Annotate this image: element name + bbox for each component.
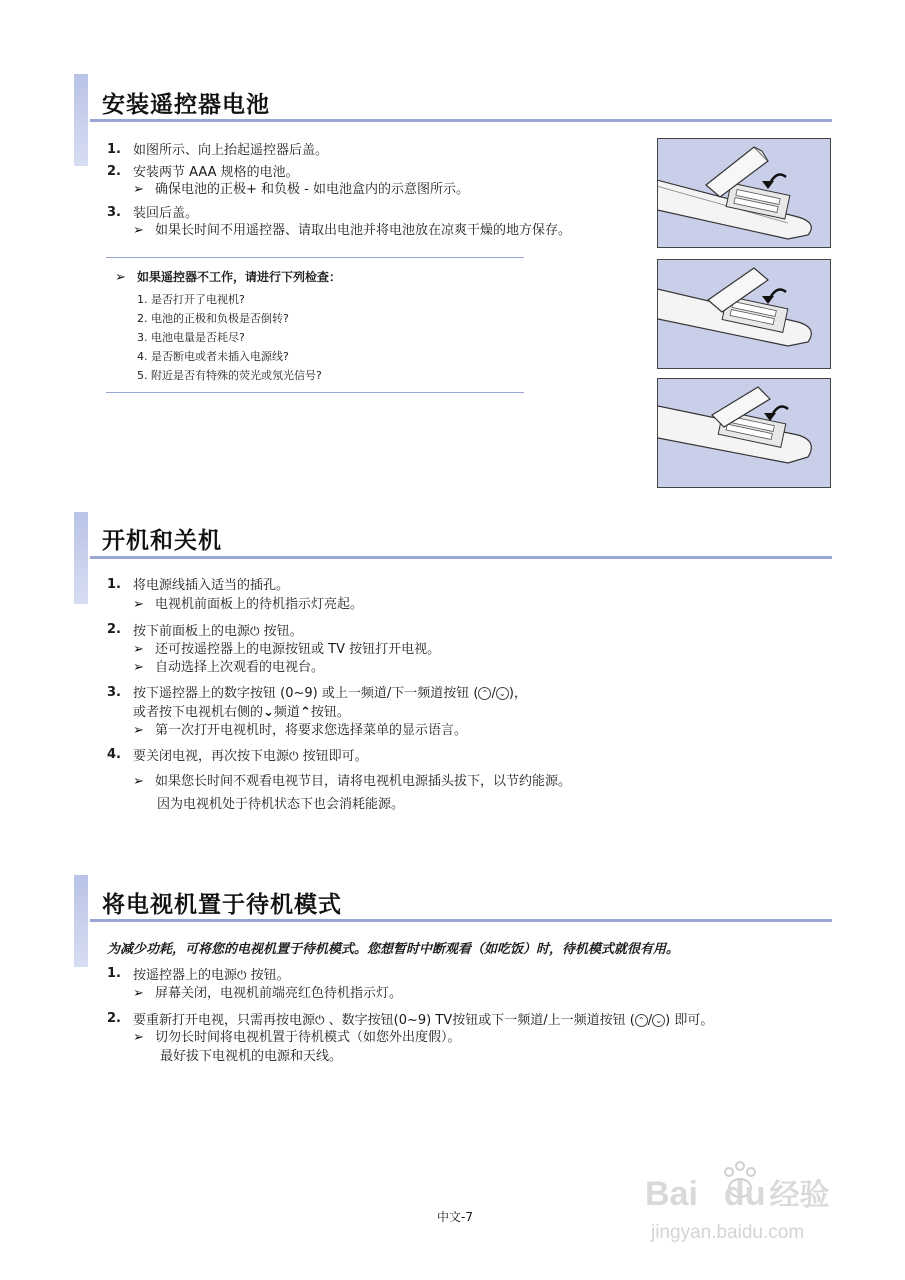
step-text: 要关闭电视，再次按下电源⏻ 按钮即可。 <box>133 749 368 764</box>
check-title: ➢ 如果遥控器不工作，请进行下列检查： <box>115 270 342 285</box>
step-text: 将电源线插入适当的插孔。 <box>133 578 290 593</box>
check-item: 4. 是否断电或者未插入电源线? <box>137 350 289 363</box>
step-note: ➢ 切勿长时间将电视机置于待机模式（如您外出度假）。 <box>133 1030 461 1045</box>
step-text: 如图所示、向上抬起遥控器后盖。 <box>133 143 329 158</box>
section-marker <box>74 74 88 166</box>
section-title-battery: 安装遥控器电池 <box>102 92 270 118</box>
arrow-icon: ➢ <box>133 223 144 238</box>
step-note: ➢ 还可按遥控器上的电源按钮或 TV 按钮打开电视。 <box>133 642 441 657</box>
section-title-power: 开机和关机 <box>102 528 222 554</box>
channel-up-icon: ⌃ <box>635 1014 648 1027</box>
watermark-brand: Bai du 经验 <box>645 1175 830 1213</box>
arrow-icon: ➢ <box>133 774 144 789</box>
step-note <box>133 181 469 199</box>
step-note: ➢ 屏幕关闭，电视机前端亮红色待机指示灯。 <box>133 986 403 1001</box>
step-number: 2. <box>107 164 121 179</box>
power-icon: ⏻ <box>289 749 299 763</box>
check-item: 2. 电池的正极和负极是否倒转? <box>137 312 289 325</box>
final-note: ➢ 如果您长时间不观看电视节目，请将电视机电源插头拔下，以节约能源。 <box>133 774 572 789</box>
step-note: ➢ 自动选择上次观看的电视台。 <box>133 660 325 675</box>
chevron-down-icon: ⌄ <box>263 705 274 720</box>
arrow-icon: ➢ <box>133 723 144 738</box>
step-number: 1. <box>107 142 121 157</box>
divider <box>106 392 524 393</box>
step-text: 安装两节 AAA 规格的电池。 <box>133 165 299 180</box>
check-item: 5. 附近是否有特殊的荧光或氖光信号? <box>137 369 322 382</box>
arrow-icon: ➢ <box>133 182 144 197</box>
page-number: 中文-7 <box>437 1210 473 1224</box>
step-text: 装回后盖。 <box>133 206 199 221</box>
section-marker <box>74 512 88 604</box>
section-rule <box>90 919 832 922</box>
step-note-line2: 最好拔下电视机的电源和天线。 <box>160 1049 343 1064</box>
section-marker <box>74 875 88 967</box>
section-title-standby: 将电视机置于待机模式 <box>102 892 342 918</box>
channel-up-icon: ⌃ <box>478 687 491 700</box>
remote-battery-illustration <box>657 259 831 369</box>
divider <box>106 257 524 258</box>
step-note: ➢ 电视机前面板上的待机指示灯亮起。 <box>133 597 364 612</box>
power-icon: ⏻ <box>250 624 260 638</box>
note-text: 确保电池的正极+ 和负极 - 如电池盒内的示意图所示。 <box>155 182 469 197</box>
baidu-watermark <box>645 1150 865 1260</box>
power-icon: ⏻ <box>237 968 247 982</box>
step-number: 1. <box>107 966 121 981</box>
remote-battery-illustration <box>657 138 831 248</box>
remote-battery-illustration <box>657 378 831 488</box>
section-rule <box>90 556 832 559</box>
step-number: 2. <box>107 1011 121 1026</box>
step-text: 按下遥控器上的数字按钮 (0~9) 或上一频道/下一频道按钮 ( ⌃ / ⌄ )， <box>133 686 527 701</box>
channel-down-icon: ⌄ <box>496 687 509 700</box>
remote-illustration-svg <box>658 139 830 247</box>
arrow-icon: ➢ <box>133 597 144 612</box>
step-text-line2: 或者按下电视机右侧的⌄频道⌃按钮。 <box>133 705 350 720</box>
step-number: 2. <box>107 622 121 637</box>
arrow-icon: ➢ <box>133 986 144 1001</box>
section-rule <box>90 119 832 122</box>
remote-illustration-svg <box>658 379 830 487</box>
step-text: 按遥控器上的电源⏻ 按钮。 <box>133 968 290 983</box>
check-item: 1. 是否打开了电视机? <box>137 293 245 306</box>
remote-illustration-svg <box>658 260 830 368</box>
step-number: 3. <box>107 205 121 220</box>
arrow-icon: ➢ <box>115 270 126 285</box>
step-text: 按下前面板上的电源⏻ 按钮。 <box>133 624 303 639</box>
step-number: 1. <box>107 577 121 592</box>
step-note: ➢ 第一次打开电视机时，将要求您选择菜单的显示语言。 <box>133 723 468 738</box>
channel-down-icon: ⌄ <box>652 1014 665 1027</box>
chevron-up-icon: ⌃ <box>299 705 311 720</box>
arrow-icon: ➢ <box>133 1030 144 1045</box>
arrow-icon: ➢ <box>133 660 144 675</box>
check-item: 3. 电池电量是否耗尽? <box>137 331 245 344</box>
watermark-url: jingyan.baidu.com <box>651 1222 805 1243</box>
step-number: 4. <box>107 747 121 762</box>
intro-text: 为减少功耗，可将您的电视机置于待机模式。您想暂时中断观看（如吃饭）时，待机模式就很有用。 <box>107 942 680 957</box>
final-note-line2: 因为电视机处于待机状态下也会消耗能源。 <box>157 797 405 812</box>
step-number: 3. <box>107 685 121 700</box>
power-icon: ⏻ <box>315 1013 325 1027</box>
note-text: 如果长时间不用遥控器、请取出电池并将电池放在凉爽干燥的地方保存。 <box>155 223 572 238</box>
step-note <box>133 222 571 240</box>
step-text: 要重新打开电视，只需再按电源⏻ 、数字按钮(0~9) TV按钮或下一频道/上一频道按钮 ( ⌃ / ⌄ ) 即可。 <box>133 1013 714 1028</box>
arrow-icon: ➢ <box>133 642 144 657</box>
